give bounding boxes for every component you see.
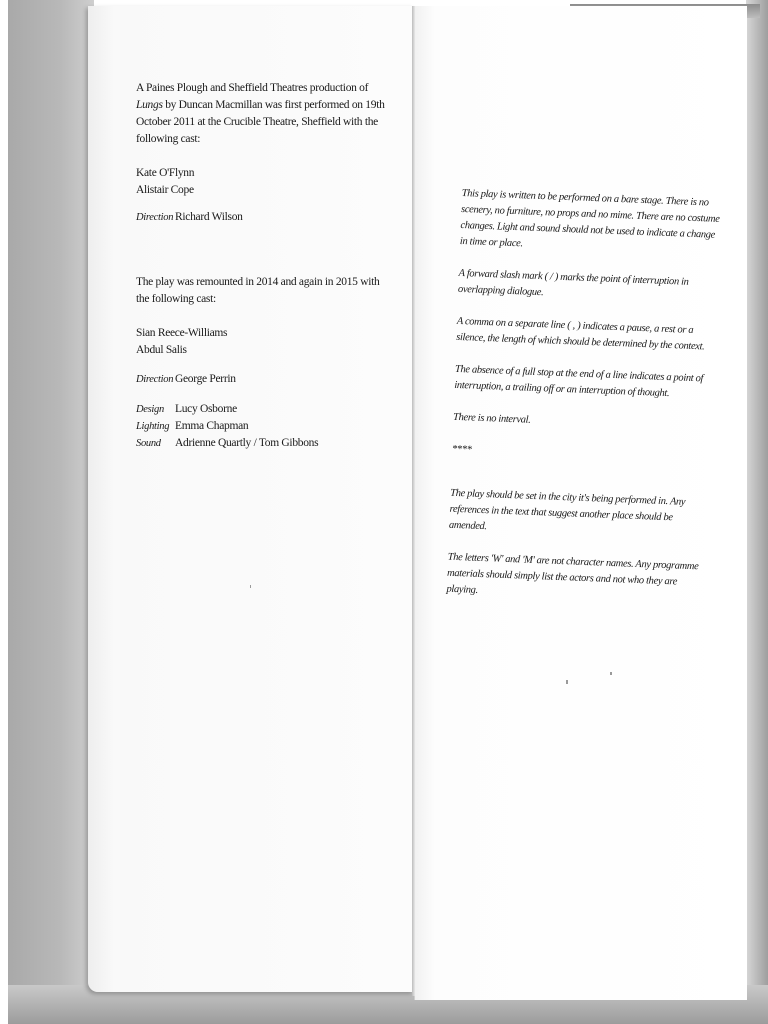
note-paragraph: The letters 'W' and 'M' are not character names. Any programme materials should simply list the actors and not who they are playing. xyxy=(446,551,699,596)
credit-row xyxy=(136,209,386,226)
scan-speck xyxy=(610,672,612,675)
note-paragraph: The absence of a full stop at the end of a line indicates a point of interruption, a trailing off or an interruption of thought. xyxy=(454,363,704,400)
credit-row xyxy=(136,435,386,452)
author-notes xyxy=(446,186,724,608)
scan-shadow-right xyxy=(746,0,768,1000)
note-paragraph: This play is written to be performed on a bare stage. There is no scenery, no furniture, no props and no mime. There are no costume changes. Light and sound should not be used to indicate a change in time or place. xyxy=(459,187,720,250)
scan-speck xyxy=(250,585,251,588)
section-separator: **** xyxy=(451,443,472,456)
note-paragraph: A forward slash mark ( / ) marks the point of interruption in overlapping dialogue. xyxy=(457,267,689,299)
credit-name: Emma Chapman xyxy=(175,420,249,432)
credit-role: Design xyxy=(136,404,164,415)
production-intro xyxy=(136,80,386,148)
credit-row xyxy=(136,401,386,418)
credit-name: Adrienne Quartly / Tom Gibbons xyxy=(175,437,319,449)
intro-text-start: A Paines Plough and Sheffield Theatres production of xyxy=(136,82,369,94)
scan-shadow-left xyxy=(8,0,94,1024)
intro-text-end: by Duncan Macmillan was first performed on 19th October 2011 at the Crucible Theatre, Sheffield with the following cast: xyxy=(136,99,385,145)
credit-row xyxy=(136,371,386,388)
remount-note: The play was remounted in 2014 and again in 2015 with the following cast: xyxy=(136,276,380,305)
credit-name: George Perrin xyxy=(175,373,236,385)
book-gutter xyxy=(412,6,415,996)
cast-member: Sian Reece-Williams xyxy=(136,327,228,339)
credit-role: Sound xyxy=(136,438,161,449)
credit-role: Direction xyxy=(136,212,174,223)
credit-row xyxy=(136,418,386,435)
cast-member: Kate O'Flynn xyxy=(136,167,195,179)
note-paragraph: There is no interval. xyxy=(452,411,531,426)
credit-name: Richard Wilson xyxy=(175,211,243,223)
play-title: Lungs xyxy=(136,99,163,111)
production-credits xyxy=(136,80,386,452)
note-paragraph: The play should be set in the city it's being performed in. Any references in the text that suggest another place should be amended. xyxy=(448,487,686,533)
note-paragraph: A comma on a separate line ( , ) indicates a pause, a rest or a silence, the length of which should be determined by the context. xyxy=(455,315,705,353)
scan-speck xyxy=(566,680,568,684)
cast-member: Alistair Cope xyxy=(136,184,194,196)
credit-name: Lucy Osborne xyxy=(175,403,237,415)
credit-role: Direction xyxy=(136,374,174,385)
cast-member: Abdul Salis xyxy=(136,344,187,356)
credit-role: Lighting xyxy=(136,421,170,432)
